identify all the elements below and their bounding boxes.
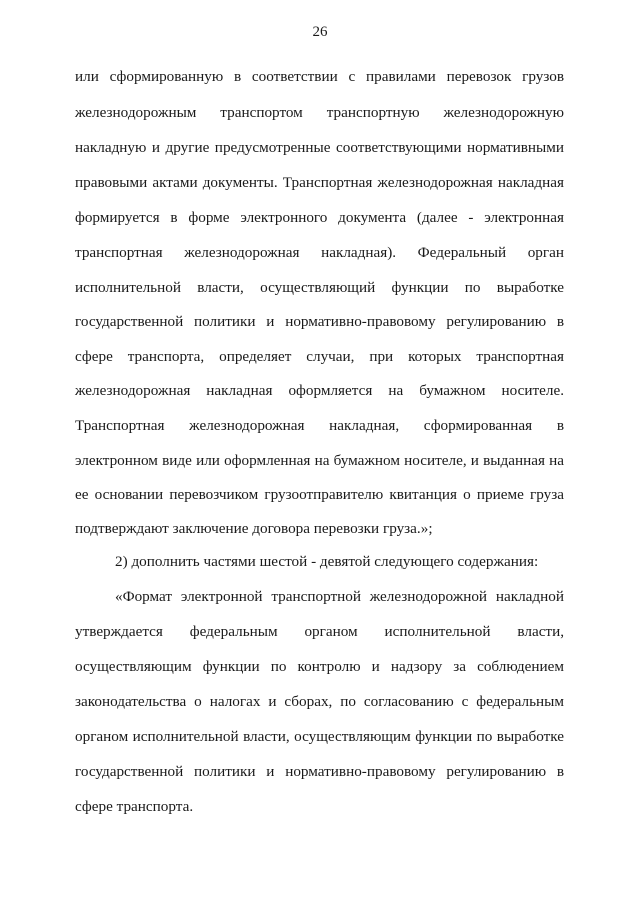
text-line: государственной политики и нормативно-правовому регулированию в xyxy=(75,313,564,330)
text-line: утверждается федеральным органом исполнительной власти, xyxy=(75,623,564,640)
text-line: формируется в форме электронного документа (далее - электронная xyxy=(75,209,564,226)
text-line: законодательства о налогах и сборах, по согласованию с федеральным xyxy=(75,693,564,710)
text-line: накладную и другие предусмотренные соответствующими нормативными xyxy=(75,139,564,156)
text-line: 2) дополнить частями шестой - девятой следующего содержания: xyxy=(115,553,539,570)
text-line: Транспортная железнодорожная накладная, сформированная в xyxy=(75,417,564,434)
text-line: электронном виде или оформленная на бумажном носителе, и выданная на xyxy=(75,452,564,469)
text-line: «Формат электронной транспортной железнодорожной накладной xyxy=(115,588,564,605)
text-line: транспортная железнодорожная накладная). Федеральный орган xyxy=(75,244,564,261)
text-line: ее основании перевозчиком грузоотправителю квитанция о приеме груза xyxy=(75,486,564,503)
text-line: или сформированную в соответствии с правилами перевозок грузов xyxy=(75,68,564,85)
text-line: государственной политики и нормативно-правовому регулированию в xyxy=(75,763,564,780)
text-line: железнодорожная накладная оформляется на бумажном носителе. xyxy=(75,382,564,399)
text-line: исполнительной власти, осуществляющий функции по выработке xyxy=(75,279,564,296)
page-number: 26 xyxy=(312,24,328,40)
text-line: подтверждают заключение договора перевозки груза.»; xyxy=(75,520,433,537)
text-line: сфере транспорта. xyxy=(75,798,194,815)
text-line: правовыми актами документы. Транспортная железнодорожная накладная xyxy=(75,174,564,191)
text-line: железнодорожным транспортом транспортную железнодорожную xyxy=(75,104,564,121)
text-line: органом исполнительной власти, осуществляющим функции по выработке xyxy=(75,728,564,745)
text-line: осуществляющим функции по контролю и надзору за соблюдением xyxy=(75,658,564,675)
text-line: сфере транспорта, определяет случаи, при которых транспортная xyxy=(75,348,564,365)
